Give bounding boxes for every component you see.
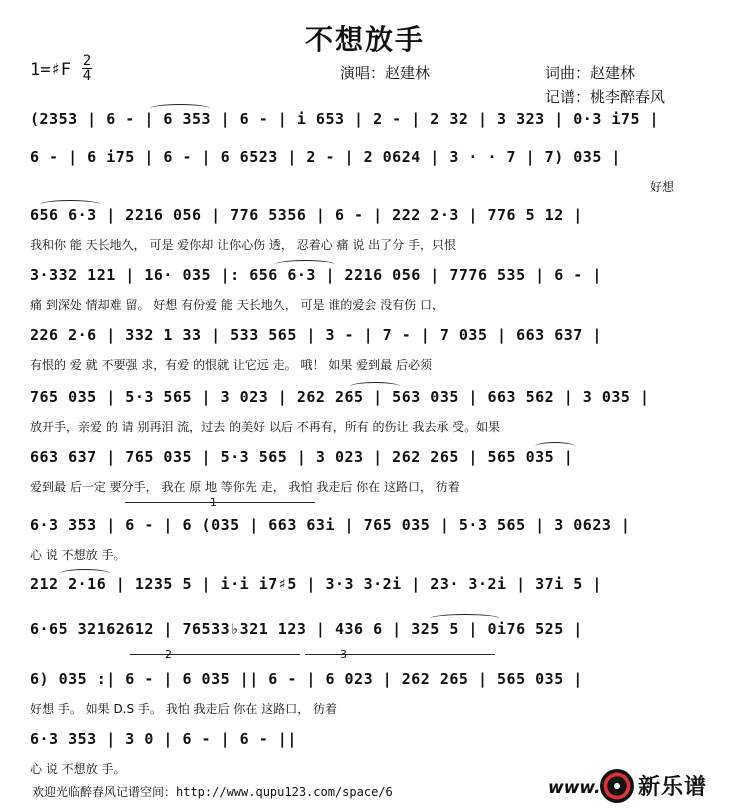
slur-mark — [350, 382, 400, 391]
notation-line: 226 2·6 | 332 1 33 | 533 565 | 3 - | 7 - | 7 035 | 663 637 | — [30, 326, 602, 344]
record-disc-icon — [600, 769, 634, 803]
slur-mark — [60, 569, 110, 578]
notation-line: 765 035 | 5·3 565 | 3 023 | 262 265 | 563 035 | 663 562 | 3 035 | — [30, 388, 650, 406]
notation-line: 212 2·16 | 1235 5 | i·i i7♯5 | 3·3 3·2i | 23· 3·2i | 37i 5 | — [30, 575, 602, 593]
staff-row — [30, 148, 694, 214]
staff-row — [30, 648, 694, 736]
time-signature-top: 2 — [82, 53, 92, 69]
notation-line: 6 - | 6 i75 | 6 - | 6 6523 | 2 - | 2 0624 | 3 · · 7 | 7) 035 | — [30, 148, 621, 166]
notation-line: 6) 035 :| 6 - | 6 035 || 6 - | 6 023 | 262 265 | 565 035 | — [30, 670, 583, 688]
time-signature — [82, 54, 92, 83]
staff-row — [30, 496, 694, 582]
volta-3: 3 — [340, 648, 347, 661]
notation-line: 663 637 | 765 035 | 5·3 565 | 3 023 | 262 265 | 565 035 | — [30, 448, 574, 466]
volta-2: 2 — [165, 648, 172, 661]
slur-mark — [40, 200, 100, 209]
logo-name: 新乐谱 — [638, 775, 708, 800]
footer-text: 欢迎光临醉春风记谱空间：http://www.qupu123.com/space/6 — [32, 785, 393, 799]
lyric-line: 痛 到深处 情却难 留。 好想 有份爱 能 天长地久， 可是 谁的爱会 没有伤 口， — [30, 298, 444, 312]
slur-mark — [150, 104, 210, 113]
lyric-line: 心 说 不想放 手。 — [30, 762, 126, 776]
notation-line: 6·65 32162612 | 76533♭321 123 | 436 6 | 325 5 | 0i76 525 | — [30, 620, 583, 638]
lyric-line: 好想 — [650, 180, 675, 194]
notation-line: 656 6·3 | 2216 056 | 776 5356 | 6 - | 222 2·3 | 776 5 12 | — [30, 206, 583, 224]
watermark-text: www. — [548, 778, 601, 798]
notation-line: (2353 | 6 - | 6 353 | 6 - | i 653 | 2 - | 2 32 | 3 323 | 0·3 i75 | — [30, 110, 660, 128]
composer-credit: 词曲：赵建林 — [545, 64, 636, 82]
slur-mark — [430, 614, 500, 623]
singer-credit: 演唱：赵建林 — [340, 64, 431, 82]
lyric-line: 有恨的 爱 就 不要强 求，有爱 的恨就 让它远 走。 哦！ 如果 爱到最 后必须 — [30, 358, 432, 372]
lyric-line: 爱到最 后一定 要分手， 我在 原 地 等你先 走， 我怕 我走后 你在 这路口， 彷着 — [30, 480, 460, 494]
volta-1: 1 — [210, 496, 217, 509]
notation-line: 6·3 353 | 6 - | 6 (035 | 663 63i | 765 035 | 5·3 565 | 3 0623 | — [30, 516, 631, 534]
site-logo — [548, 766, 730, 808]
staff-row — [30, 448, 694, 514]
key-signature: 1=♯F — [30, 60, 71, 80]
notation-line: 3·332 121 | 16· 035 |: 656 6·3 | 2216 056 | 7776 535 | 6 - | — [30, 266, 602, 284]
lyric-line: 放开手，亲爱 的 请 别再泪 流，过去 的美好 以后 不再有，所有 的伤让 我去承 受。如果 — [30, 420, 501, 434]
transcriber-credit: 记谱：桃李醉春风 — [545, 88, 666, 106]
slur-mark — [535, 442, 575, 451]
notation-line: 6·3 353 | 3 0 | 6 - | 6 - || — [30, 730, 297, 748]
lyric-line: 心 说 不想放 手。 — [30, 548, 126, 562]
slur-mark — [275, 260, 335, 269]
staff-row — [30, 206, 694, 272]
staff-row — [30, 266, 694, 332]
score-title: 不想放手 — [304, 23, 425, 56]
staff-row — [30, 388, 694, 454]
time-signature-bottom: 4 — [82, 68, 92, 84]
lyric-line: 我和你 能 天长地久， 可是 爱你却 让你心伤 透， 忍着心 痛 说 出了分 手，只恨 — [30, 238, 456, 252]
lyric-line: 好想 手。 如果 D.S 手。 我怕 我走后 你在 这路口， 彷着 — [30, 702, 338, 716]
